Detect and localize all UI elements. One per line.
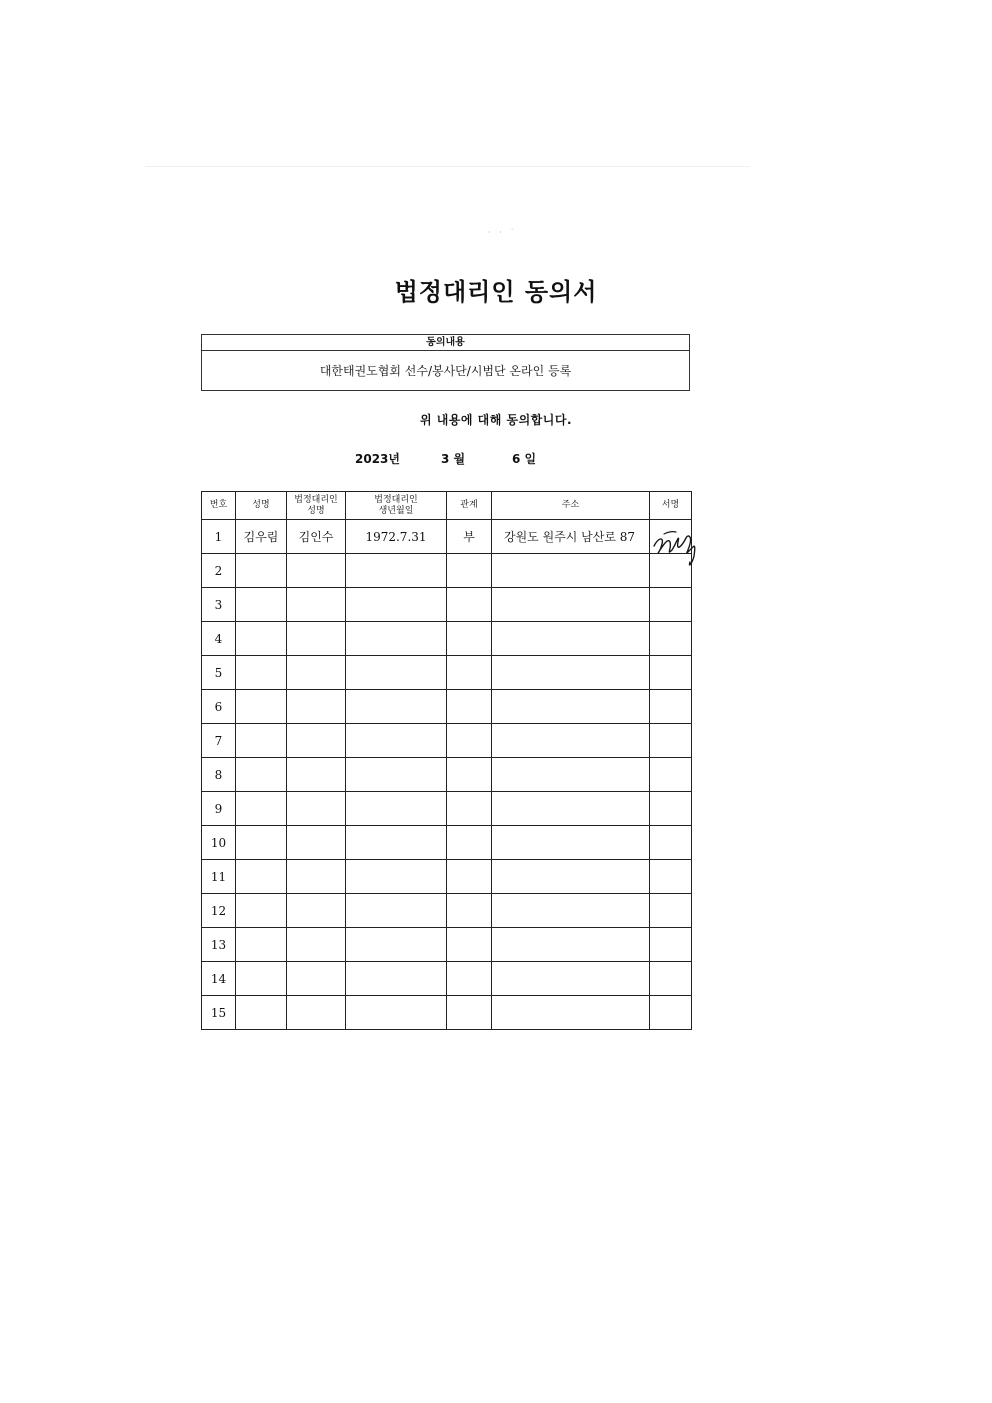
cell-relation: [447, 656, 492, 690]
cell-guardian-birth: [346, 894, 447, 928]
header-guardian-name: [287, 492, 346, 520]
cell-signature: [650, 724, 692, 758]
cell-guardian-birth: [346, 622, 447, 656]
cell-address: [492, 622, 650, 656]
table-row: [202, 520, 692, 554]
cell-guardian-birth: [346, 588, 447, 622]
cell-address: [492, 894, 650, 928]
consent-content-text: 대한태권도협회 선수/봉사단/시범단 온라인 등록: [319, 364, 572, 378]
cell-relation: [447, 860, 492, 894]
cell-relation: [447, 554, 492, 588]
cell-guardian-name: [287, 860, 346, 894]
document-title: 법정대리인 동의서: [394, 278, 598, 306]
cell-name: [236, 554, 287, 588]
cell-relation: [447, 622, 492, 656]
cell-guardian-name: [287, 690, 346, 724]
cell-number: 3: [202, 588, 236, 622]
cell-name: [236, 894, 287, 928]
cell-relation: [447, 928, 492, 962]
date-year: 2023년: [355, 452, 400, 466]
cell-guardian-name: [287, 894, 346, 928]
cell-address: [492, 554, 650, 588]
cell-number: 1: [202, 520, 236, 554]
table-row: [202, 622, 692, 656]
cell-address: [492, 996, 650, 1030]
cell-relation: [447, 792, 492, 826]
cell-address: [492, 792, 650, 826]
cell-relation: [447, 724, 492, 758]
cell-guardian-birth: [346, 656, 447, 690]
table-row: [202, 894, 692, 928]
cell-guardian-birth: [346, 962, 447, 996]
cell-address: [492, 656, 650, 690]
table-row: [202, 792, 692, 826]
cell-number: 15: [202, 996, 236, 1030]
cell-guardian-birth: [346, 996, 447, 1030]
cell-relation: [447, 826, 492, 860]
cell-signature: [650, 928, 692, 962]
cell-relation: [447, 690, 492, 724]
cell-number: 14: [202, 962, 236, 996]
cell-signature: [650, 962, 692, 996]
header-name: 성명: [236, 492, 287, 520]
cell-number: 6: [202, 690, 236, 724]
cell-guardian-name: [287, 656, 346, 690]
table-row: [202, 996, 692, 1030]
table-row: [202, 826, 692, 860]
header-guardian-name-line2: 성명: [307, 505, 325, 516]
cell-guardian-birth: [346, 690, 447, 724]
cell-name: [236, 622, 287, 656]
table-row: [202, 758, 692, 792]
cell-signature: [650, 520, 692, 554]
header-guardian-birth-line2: 생년월일: [378, 505, 414, 516]
cell-address: [492, 758, 650, 792]
cell-name: [236, 690, 287, 724]
cell-number: 8: [202, 758, 236, 792]
cell-signature: [650, 894, 692, 928]
cell-name: [236, 996, 287, 1030]
header-signature: 서명: [650, 492, 692, 520]
cell-address: [492, 588, 650, 622]
cell-number: 9: [202, 792, 236, 826]
cell-number: 11: [202, 860, 236, 894]
cell-signature: [650, 622, 692, 656]
cell-name: [236, 928, 287, 962]
header-guardian-birth-line1: 법정대리인: [374, 494, 418, 505]
cell-relation: [447, 996, 492, 1030]
cell-address: [492, 724, 650, 758]
cell-guardian-name: [287, 554, 346, 588]
cell-relation: [447, 962, 492, 996]
cell-guardian-name: [287, 724, 346, 758]
agreement-statement: 위 내용에 대해 동의합니다.: [419, 413, 573, 427]
table-body: [202, 520, 692, 1030]
cell-name: 김우림: [236, 520, 287, 554]
cell-guardian-name: [287, 826, 346, 860]
cell-signature: [650, 996, 692, 1030]
header-guardian-name-line1: 법정대리인: [294, 494, 338, 505]
cell-signature: [650, 860, 692, 894]
cell-name: [236, 860, 287, 894]
cell-signature: [650, 656, 692, 690]
table-row: [202, 860, 692, 894]
cell-guardian-birth: [346, 928, 447, 962]
cell-number: 7: [202, 724, 236, 758]
table-row: [202, 962, 692, 996]
cell-guardian-name: [287, 792, 346, 826]
table-row: [202, 554, 692, 588]
cell-name: [236, 588, 287, 622]
header-relation: 관계: [447, 492, 492, 520]
cell-address: [492, 690, 650, 724]
date-month: 3 월: [441, 452, 466, 466]
cell-address: [492, 860, 650, 894]
table-row: [202, 656, 692, 690]
date-day: 6 일: [512, 452, 537, 466]
header-guardian-birth: [346, 492, 447, 520]
cell-guardian-birth: [346, 860, 447, 894]
header-number: 번호: [202, 492, 236, 520]
scan-artifact-line: [145, 166, 750, 167]
cell-guardian-birth: [346, 826, 447, 860]
cell-number: 12: [202, 894, 236, 928]
cell-relation: [447, 758, 492, 792]
cell-guardian-name: [287, 758, 346, 792]
cell-address: [492, 962, 650, 996]
table-header-row: [202, 492, 692, 520]
cell-name: [236, 792, 287, 826]
cell-guardian-name: [287, 622, 346, 656]
cell-guardian-name: [287, 996, 346, 1030]
table-row: [202, 588, 692, 622]
cell-guardian-birth: [346, 554, 447, 588]
cell-guardian-name: [287, 588, 346, 622]
cell-number: 13: [202, 928, 236, 962]
cell-guardian-birth: [346, 758, 447, 792]
cell-guardian-birth: 1972.7.31: [346, 520, 447, 554]
header-address: 주소: [492, 492, 650, 520]
cell-signature: [650, 826, 692, 860]
guardian-consent-table: [201, 491, 692, 1030]
scan-specks: · · ˙: [488, 228, 518, 237]
cell-number: 10: [202, 826, 236, 860]
cell-address: [492, 826, 650, 860]
cell-guardian-name: [287, 962, 346, 996]
cell-name: [236, 724, 287, 758]
cell-signature: [650, 690, 692, 724]
cell-number: 5: [202, 656, 236, 690]
table-row: [202, 724, 692, 758]
cell-guardian-name: 김인수: [287, 520, 346, 554]
cell-name: [236, 656, 287, 690]
cell-relation: 부: [447, 520, 492, 554]
cell-number: 4: [202, 622, 236, 656]
cell-signature: [650, 792, 692, 826]
cell-number: 2: [202, 554, 236, 588]
cell-relation: [447, 894, 492, 928]
cell-guardian-birth: [346, 792, 447, 826]
consent-content-header: 동의내용: [202, 335, 689, 351]
cell-relation: [447, 588, 492, 622]
cell-name: [236, 758, 287, 792]
cell-name: [236, 826, 287, 860]
consent-content-box: [201, 334, 690, 391]
cell-signature: [650, 758, 692, 792]
cell-address: [492, 928, 650, 962]
cell-signature: [650, 554, 692, 588]
cell-guardian-name: [287, 928, 346, 962]
table-row: [202, 690, 692, 724]
cell-guardian-birth: [346, 724, 447, 758]
cell-address: 강원도 원주시 남산로 87: [492, 520, 650, 554]
cell-name: [236, 962, 287, 996]
table-row: [202, 928, 692, 962]
cell-signature: [650, 588, 692, 622]
